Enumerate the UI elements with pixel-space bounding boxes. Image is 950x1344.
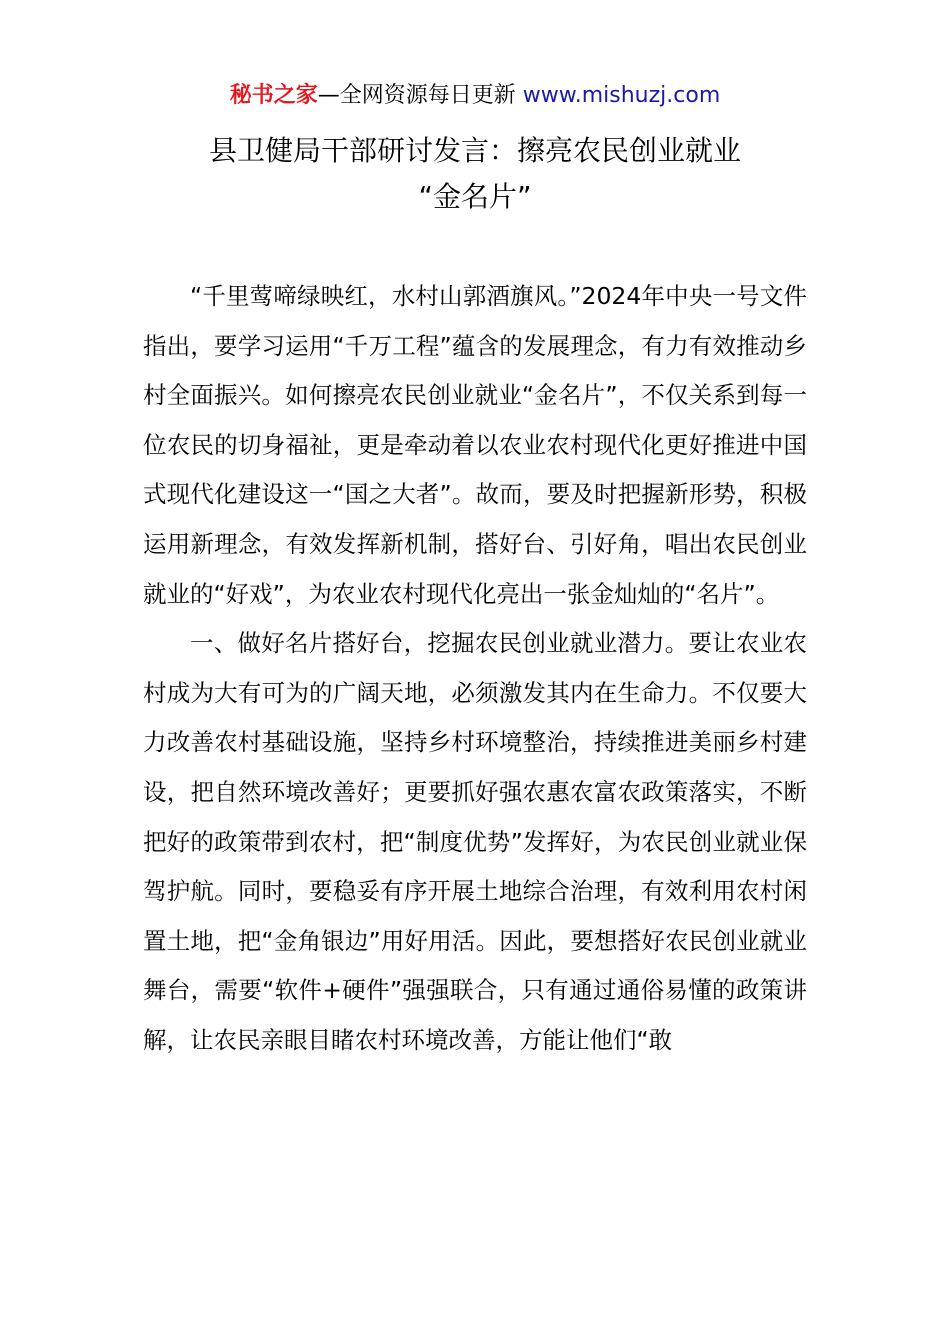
document-title (0, 128, 950, 220)
title-line-2: “金名片” (418, 180, 532, 213)
site-header (0, 80, 950, 112)
site-url-link[interactable]: www.mishuzj.com (522, 83, 721, 108)
title-line-1: 县卫健局干部研讨发言：擦亮农民创业就业 (208, 134, 741, 167)
paragraph-section-one: 一、做好名片搭好台，挖掘农民创业就业潜力。要让农业农村成为大有可为的广阔天地，必须激发其内在生命力。不仅要大力改善农村基础设施，坚持乡村环境整治，持续推进美丽乡村建设，把自然环境改善好；更要抓好强农惠农富农政策落实，不断把好的政策带到农村，把“制度优势”发挥好，为农民创业就业保驾护航。同时，要稳妥有序开展土地综合治理，有效利用农村闲置土地，把“金角银边”用好用活。因此，要想搭好农民创业就业舞台，需要“软件+硬件”强强联合，只有通过通俗易懂的政策讲解，让农民亲眼目睹农村环境改善，方能让他们“敢 (143, 629, 807, 1054)
document-body (143, 272, 807, 1066)
paragraph-intro: “千里莺啼绿映红，水村山郭酒旗风。”2024年中央一号文件指出，要学习运用“千万工程”蕴含的发展理念，有力有效推动乡村全面振兴。如何擦亮农民创业就业“金名片”，不仅关系到每一位农民的切身福祉，更是牵动着以农业农村现代化更好推进中国式现代化建设这一“国之大者”。故而，要及时把握新形势，积极运用新理念，有效发挥新机制，搭好台、引好角，唱出农民创业就业的“好戏”，为农业农村现代化亮出一张金灿灿的“名片”。 (143, 282, 807, 608)
site-tagline: —全网资源每日更新 (317, 83, 523, 108)
brand-name: 秘书之家 (229, 83, 318, 108)
